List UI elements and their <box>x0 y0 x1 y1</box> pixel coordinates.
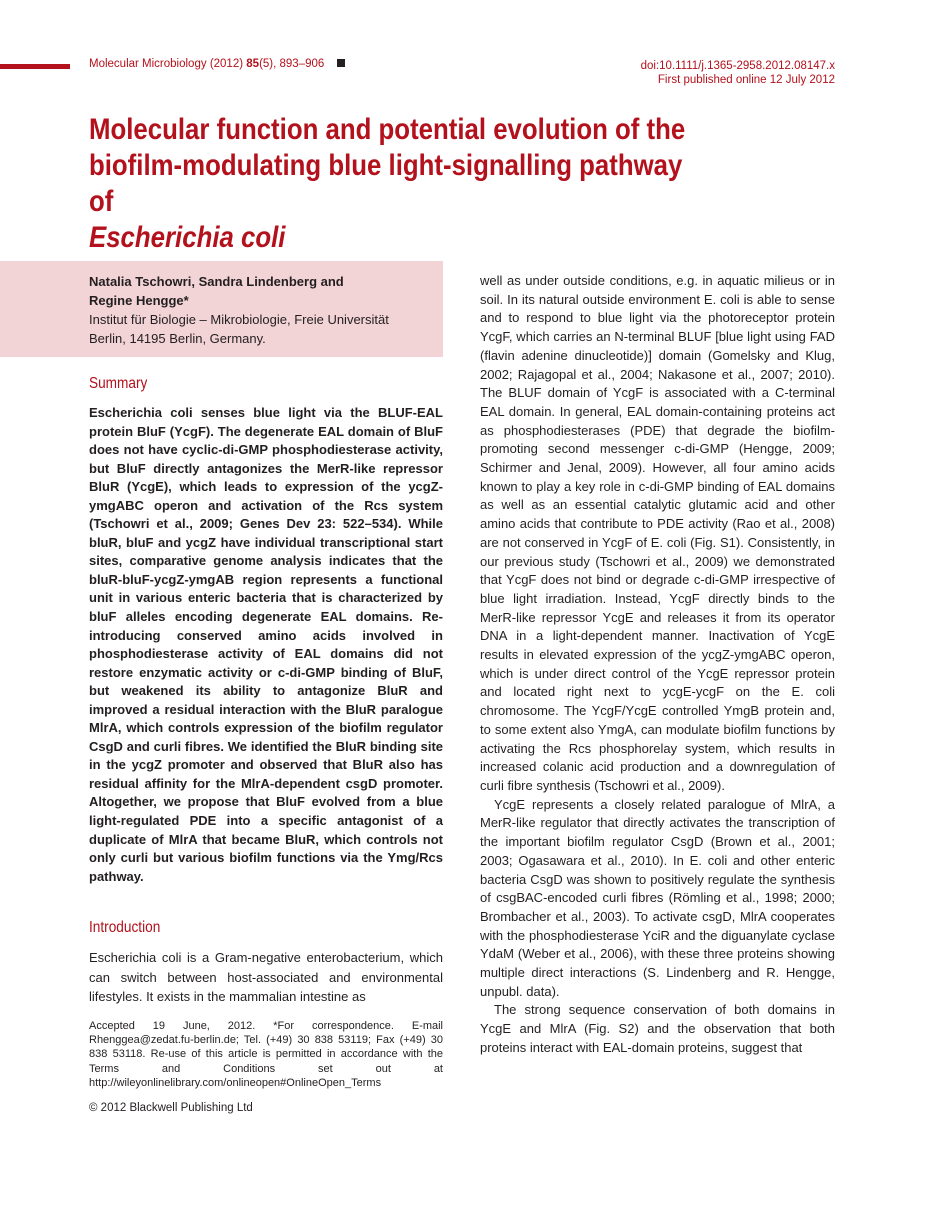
author-line: Regine Hengge* <box>89 293 189 308</box>
paragraph: The strong sequence conservation of both domains in YcgE and MlrA (Fig. S2) and the observation that both proteins interact with EAL-domain proteins, suggest that <box>480 1002 835 1055</box>
journal-name: Molecular Microbiology <box>89 58 207 70</box>
author-list <box>89 272 434 310</box>
journal-volume: 85 <box>246 58 260 70</box>
summary-text: Escherichia coli senses blue light via the BLUF-EAL protein BluF (YcgF). The degenerate EAL domain of BluF does not have cyclic-di-GMP phosphodiesterase activity, but BluF directly antagonizes the MerR-like repressor BluR (YcgE), which leads to expression of the ycgZ-ymgABC operon and activation of the Rcs system (Tschowri et al., 2009; Genes Dev 23: 522–534). While bluR, bluF and ycgZ have individual transcriptional start sites, comparative genome analysis indicates that the bluR-bluF-ycgZ-ymgAB region represents a functional unit in various enteric bacteria that is characterized by bluF alleles encoding degenerate EAL domains. Re-introducing conserved amino acids involved in phosphodiesterase activity of EAL domains did not restore enzymatic activity or c-di-GMP binding of BluF, but weakened its ability to antagonize BluR and improved a residual interaction with the BluR paralogue MlrA, which controls expression of the biofilm regulator CsgD and curli fibres. We identified the BluR binding site in the ycgZ promoter and observed that BluR also has residual affinity for the MlrA-dependent csgD promoter. Altogether, we propose that BluF evolved from a blue light-regulated PDE into a specific antagonist of a duplicate of MlrA that became BluR, which controls not only curli but various biofilm functions via the Ymg/Rcs pathway. <box>89 405 443 884</box>
title-line: Escherichia coli <box>89 221 286 254</box>
introduction-text: Escherichia coli is a Gram-negative enterobacterium, which can switch between host-associated and environmental lifestyles. It exists in the mammalian intestine as <box>89 950 443 1004</box>
doi-link[interactable]: doi:10.1111/j.1365-2958.2012.08147.x <box>640 60 835 72</box>
journal-citation <box>89 58 345 70</box>
author-line: Natalia Tschowri, Sandra Lindenberg and <box>89 274 344 289</box>
affiliation <box>89 310 434 348</box>
title-line: biofilm-modulating blue light-signalling pathway of <box>89 149 683 218</box>
journal-year: (2012) <box>209 58 244 70</box>
right-column <box>480 272 835 1058</box>
copyright: © 2012 Blackwell Publishing Ltd <box>89 1102 253 1114</box>
affiliation-line: Institut für Biologie – Mikrobiologie, Freie Universität <box>89 312 389 327</box>
introduction-heading: Introduction <box>89 919 161 936</box>
article-title <box>89 112 708 256</box>
journal-issue-pages: (5), 893–906 <box>259 58 325 70</box>
title-line: Molecular function and potential evolution of the <box>89 113 686 146</box>
square-icon <box>337 59 345 67</box>
published-date: First published online 12 July 2012 <box>657 74 835 86</box>
summary-heading: Summary <box>89 375 148 392</box>
affiliation-line: Berlin, 14195 Berlin, Germany. <box>89 331 266 346</box>
header-accent-bar <box>0 64 70 69</box>
correspondence-footnote: Accepted 19 June, 2012. *For correspondence. E-mail Rhenggea@zedat.fu-berlin.de; Tel. (+49) 30 838 53119; Fax (+49) 30 838 53118. Re-use of this article is permitted in accordance with the Terms and Conditions set out at http://wileyonlinelibrary.com/onlineopen#OnlineOpen_Terms <box>89 1020 443 1089</box>
paragraph: YcgE represents a closely related paralogue of MlrA, a MerR-like regulator that directly activates the transcription of the important biofilm regulator CsgD (Brown et al., 2001; 2003; Ogasawara et al., 2010). In E. coli and other enteric bacteria CsgD was shown to positively regulate the synthesis of csgBAC-encoded curli fibres (Römling et al., 1998; 2000; Brombacher et al., 2003). To activate csgD, MlrA cooperates with the phosphodiesterase YciR and the diguanylate cyclase YdaM (Weber et al., 2006), with these three proteins showing multiple direct interactions (S. Lindenberg and R. Hengge, unpubl. data). <box>480 796 835 999</box>
doi-block <box>641 59 835 87</box>
paragraph: well as under outside conditions, e.g. in aquatic milieus or in soil. In its natural outside environment E. coli is able to sense and to respond to blue light via the photoreceptor protein YcgF, which carries an N-terminal BLUF [blue light using FAD (flavin adenine dinucleotide)] domain (Gomelsky and Klug, 2002; Rajagopal et al., 2004; Nakasone et al., 2007; 2010). The BLUF domain of YcgF is associated with a C-terminal EAL domain. In general, EAL domain-containing proteins act as phosphodiesterases (PDE) that degrade the biofilm-promoting second messenger c-di-GMP (Hengge, 2009; Schirmer and Jenal, 2009). However, all four amino acids known to play a key role in c-di-GMP binding of EAL domains as well as an essential catalytic glutamic acid and other amino acids that contribute to PDE activity (Rao et al., 2008) are not conserved in YcgF of E. coli (Fig. S1). Consistently, in our previous study (Tschowri et al., 2009) we demonstrated that YcgF does not bind or degrade c-di-GMP irrespective of blue light irradiation. Instead, YcgF directly binds to the MerR-like repressor YcgE and releases it from its operator DNA in a light-dependent manner. Inactivation of YcgE results in elevated expression of the ycgZ-ymgABC operon, which is under direct control of the YcgE repressor protein and located right next to ycgE-ycgF on the E. coli chromosome. The YcgF/YcgE controlled YmgB protein and, to some extent also YmgA, can modulate biofilm functions by activating the Rcs phosphorelay system, which results in increased colanic acid production and a downregulation of curli fibre synthesis (Tschowri et al., 2009). <box>480 273 835 793</box>
